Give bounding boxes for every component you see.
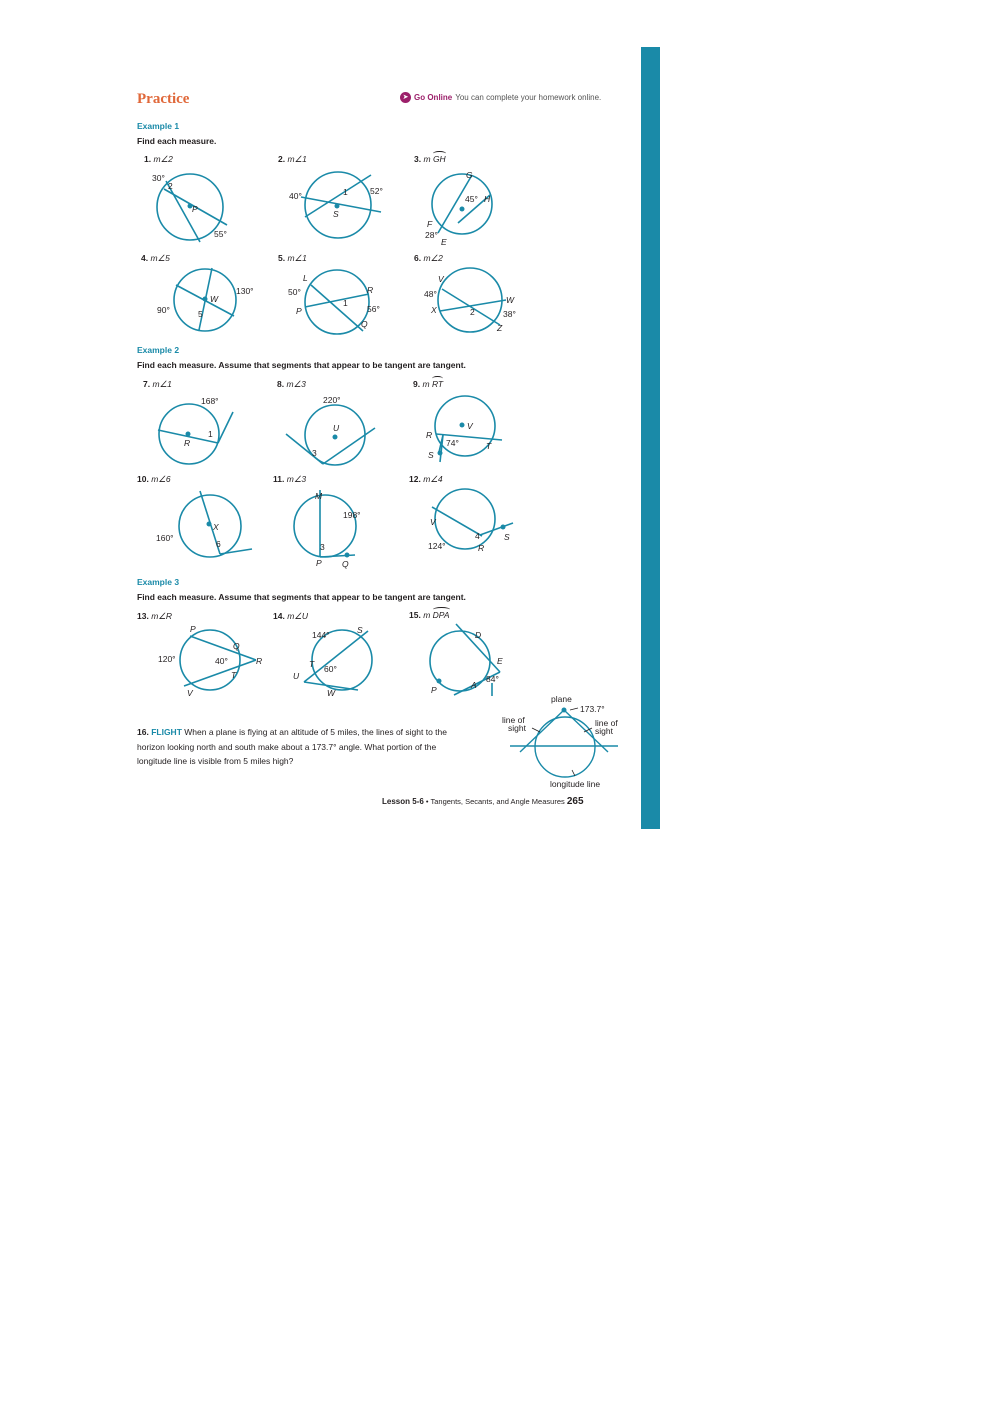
footer-lesson: Lesson 5-6	[382, 797, 424, 806]
figure-13	[150, 620, 270, 700]
problem-2-label: 2. m∠1	[278, 154, 307, 164]
fig15-label-A: A	[471, 680, 477, 690]
fig2-label-1: 1	[343, 187, 348, 197]
fig6-label-X: X	[431, 305, 437, 315]
fig13-label-P: P	[190, 624, 196, 634]
fig14-label-U: U	[293, 671, 300, 681]
fig15-label-84: 84°	[486, 674, 499, 684]
example-1-label: Example 1	[137, 121, 180, 131]
fig13-label-T: T	[231, 670, 237, 680]
fig8-label-U: U	[333, 423, 340, 433]
fig9-label-R: R	[426, 430, 433, 440]
fig12-label-4: 4	[475, 531, 480, 541]
fig13-label-40: 40°	[215, 656, 228, 666]
figure-9	[420, 390, 520, 470]
flight-diagram	[496, 690, 626, 792]
figure-1	[140, 165, 250, 245]
fig11-label-Q: Q	[342, 559, 349, 569]
fig9-label-V: V	[467, 421, 473, 431]
figure-12	[420, 485, 530, 565]
fig9-label-74: 74°	[446, 438, 459, 448]
fig4-label-130: 130°	[236, 286, 254, 296]
fig11-label-3: 3	[320, 542, 325, 552]
fig7-label-168: 168°	[201, 396, 219, 406]
teal-side-bar	[641, 47, 660, 829]
fig5-label-56: 56°	[367, 304, 380, 314]
problem-16-topic: FLIGHT	[151, 727, 182, 737]
fig8-label-220: 220°	[323, 395, 341, 405]
fig15-label-P: P	[431, 685, 437, 695]
fig3-label-H: H	[484, 194, 491, 204]
cursor-icon: ➤	[400, 92, 411, 103]
example-2-label: Example 2	[137, 345, 180, 355]
problem-13-label: 13. m∠R	[137, 611, 173, 621]
fig6-label-V: V	[438, 274, 444, 284]
flight-label-los-left-1: line of	[502, 715, 525, 725]
fig14-label-T: T	[309, 659, 315, 669]
fig11-label-M: M	[315, 491, 323, 501]
problem-10-label: 10. m∠6	[137, 474, 171, 484]
fig12-label-S: S	[504, 532, 510, 542]
footer-bullet: •	[425, 797, 429, 806]
problem-15-label: 15. m DPA	[409, 610, 450, 620]
fig5-label-50: 50°	[288, 287, 301, 297]
fig13-label-V: V	[187, 688, 193, 698]
problem-8-label: 8. m∠3	[277, 379, 306, 389]
example-2-instruction: Find each measure. Assume that segments that appear to be tangent are tangent.	[137, 360, 466, 370]
flight-label-los-left-2: sight	[508, 723, 526, 733]
figure-14	[290, 622, 400, 702]
problem-16-num: 16.	[137, 727, 149, 737]
fig8-label-3: 3	[312, 448, 317, 458]
fig7-label-R: R	[184, 438, 191, 448]
fig12-label-124: 124°	[428, 541, 446, 551]
fig4-label-5: 5	[198, 309, 203, 319]
figure-11	[283, 485, 393, 570]
flight-label-longitude: longitude line	[550, 779, 601, 789]
fig13-label-120: 120°	[158, 654, 176, 664]
fig2-label-52: 52°	[370, 186, 383, 196]
figure-4	[150, 264, 260, 339]
fig15-label-E: E	[497, 656, 503, 666]
figure-6	[420, 265, 530, 337]
figure-2	[283, 165, 393, 245]
figure-10	[150, 485, 260, 565]
fig5-label-R: R	[367, 285, 374, 295]
fig14-label-S: S	[357, 625, 363, 635]
fig3-label-45: 45°	[465, 194, 478, 204]
go-online-note	[400, 92, 601, 103]
problem-16	[137, 725, 467, 769]
problem-11-label: 11. m∠3	[273, 474, 307, 484]
figure-5	[285, 267, 395, 337]
problem-14-label: 14. m∠U	[273, 611, 309, 621]
fig1-label-2: 2	[168, 181, 173, 191]
fig14-label-60: 60°	[324, 664, 337, 674]
page-footer	[382, 796, 584, 807]
fig3-label-E: E	[441, 237, 447, 247]
example-3-label: Example 3	[137, 577, 180, 587]
flight-label-angle: 173.7°	[580, 704, 605, 714]
fig9-label-S: S	[428, 450, 434, 460]
fig6-label-Z: Z	[497, 323, 503, 333]
problem-7-label: 7. m∠1	[143, 379, 172, 389]
fig6-label-38: 38°	[503, 309, 516, 319]
example-1-instruction: Find each measure.	[137, 136, 217, 146]
go-online-link[interactable]: Go Online	[414, 93, 453, 102]
fig10-label-X: X	[213, 522, 219, 532]
fig6-label-48: 48°	[424, 289, 437, 299]
fig5-label-Q: Q	[361, 319, 368, 329]
go-online-text: You can complete your homework online.	[455, 93, 602, 102]
problem-1-label: 1. m∠2	[144, 154, 173, 164]
fig7-label-1: 1	[208, 429, 213, 439]
fig5-label-L: L	[303, 273, 308, 283]
fig10-label-6: 6	[216, 539, 221, 549]
fig15-label-D: D	[475, 630, 482, 640]
flight-label-los-right-2: sight	[595, 726, 613, 736]
problem-3-label: 3. m GH	[414, 154, 446, 164]
fig4-label-90: 90°	[157, 305, 170, 315]
footer-topic: Tangents, Secants, and Angle Measures	[430, 797, 565, 806]
fig1-label-30: 30°	[152, 173, 165, 183]
problem-9-label: 9. m RT	[413, 379, 444, 389]
figure-7	[150, 390, 250, 470]
fig2-label-S: S	[333, 209, 339, 219]
problem-16-text: When a plane is flying at an altitude of 5 miles, the lines of sight to the horizon looking north and south make about a 173.7° angle. What portion of the longitude line is visible from 5 miles high?	[137, 727, 447, 766]
fig3-label-28: 28°	[425, 230, 438, 240]
fig5-label-P: P	[296, 306, 302, 316]
fig13-label-R: R	[256, 656, 263, 666]
section-title: Practice	[137, 91, 190, 107]
fig10-label-160: 160°	[156, 533, 174, 543]
fig4-label-W: W	[210, 294, 219, 304]
problem-12-label: 12. m∠4	[409, 474, 443, 484]
figure-3	[420, 165, 530, 250]
fig5-label-1: 1	[343, 298, 348, 308]
fig6-label-2: 2	[470, 307, 475, 317]
problem-4-label: 4. m∠5	[141, 253, 170, 263]
fig3-label-G: G	[466, 170, 473, 180]
fig1-label-55: 55°	[214, 229, 227, 239]
fig3-label-F: F	[427, 219, 433, 229]
problem-5-label: 5. m∠1	[278, 253, 307, 263]
example-3-instruction: Find each measure. Assume that segments that appear to be tangent are tangent.	[137, 592, 466, 602]
fig11-label-198: 198°	[343, 510, 361, 520]
problem-6-label: 6. m∠2	[414, 253, 443, 263]
fig12-label-V: V	[430, 517, 436, 527]
fig6-label-W: W	[506, 295, 515, 305]
page-number: 265	[566, 796, 584, 807]
fig2-label-40: 40°	[289, 191, 302, 201]
fig12-label-R: R	[478, 543, 485, 553]
fig9-label-T: T	[486, 441, 492, 451]
fig13-label-Q: Q	[233, 641, 240, 651]
fig14-label-144: 144°	[312, 630, 330, 640]
flight-label-los-right-1: line of	[595, 718, 618, 728]
fig1-label-P: P	[192, 204, 198, 214]
figure-15	[420, 620, 530, 700]
figure-8	[283, 390, 383, 470]
flight-label-plane: plane	[551, 694, 572, 704]
fig11-label-P: P	[316, 558, 322, 568]
fig14-label-W: W	[327, 688, 336, 698]
